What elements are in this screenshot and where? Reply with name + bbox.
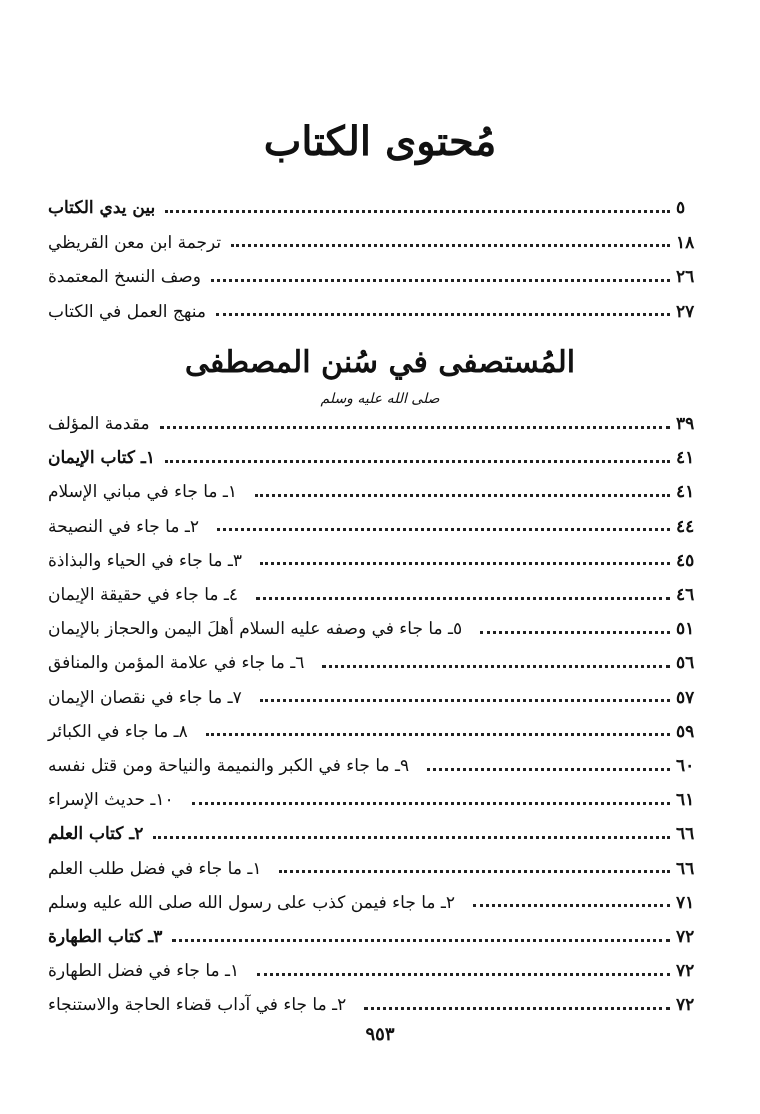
toc-entry [42,785,710,815]
toc-entry-label: ٨ـ ما جاء في الكبائر [48,721,188,742]
dot-leader [165,460,670,463]
toc-entry-page: ٢٧ [676,301,695,322]
dot-leader [260,562,670,565]
toc-entry-page: ٥ [676,198,686,218]
toc-entry [42,193,710,223]
dot-leader [231,244,670,247]
dot-leader [427,768,670,771]
toc-entry-page: ٧٢ [676,927,695,947]
dot-leader [255,494,670,497]
toc-entry-page: ٤١ [676,482,695,503]
toc-entry-page: ٦١ [676,790,695,811]
toc-entry-label: ٣ـ ما جاء في الحياء والبذاذة [48,550,242,571]
toc-entry-page: ٧٢ [676,961,695,982]
dot-leader [172,939,670,942]
toc-entry-label: ١ـ ما جاء في فضل الطهارة [48,961,240,982]
toc-entry-label: ٥ـ ما جاء في وصفه عليه السلام أهلَ اليمن والحجاز بالإيمان [48,619,463,640]
dot-leader [322,665,670,668]
toc-entry-page: ٤١ [676,448,695,469]
toc-entry-label: ٢ـ ما جاء في النصيحة [48,516,199,537]
toc-entry [42,888,710,918]
toc-entry [42,262,710,292]
toc-entry-label: ١ـ ما جاء في فضل طلب العلم [48,858,262,879]
page-number: ٩٥٣ [365,1024,395,1045]
toc-entry [42,477,710,507]
toc-entry-page: ٣٩ [676,414,695,434]
dot-leader [165,210,670,213]
toc-entry-label: ٧ـ ما جاء في نقصان الإيمان [48,687,242,708]
toc-entry-page: ٢٦ [676,267,695,287]
toc-entry [42,512,710,542]
toc-entry-label: ٢ـ ما جاء فيمن كذب على رسول الله صلى الله عليه وسلم [48,892,456,913]
toc-entry [42,854,710,884]
toc-entry-page: ٥٩ [676,721,695,742]
toc-entry [42,228,710,258]
dot-leader [480,631,670,634]
toc-entry-label: ١٠ـ حديث الإسراء [48,790,174,811]
dot-leader [206,733,670,736]
toc-entry-label: بين يدي الكتاب [48,198,156,218]
toc-entry-page: ٥٦ [676,653,695,674]
toc-entry [42,819,710,849]
toc-entry [42,648,710,678]
toc-entry-label: مقدمة المؤلف [48,414,150,434]
toc-entry-page: ٥٧ [676,687,695,708]
toc-entry [42,546,710,576]
toc-entry [42,990,710,1020]
toc-entry-label: وصف النسخ المعتمدة [48,267,201,287]
dot-leader [216,313,670,316]
toc-entry-page: ٤٦ [676,585,695,605]
toc-entry [42,751,710,781]
dot-leader [257,973,670,976]
toc-entry-label: منهج العمل في الكتاب [48,301,206,322]
toc-entry-page: ٧٢ [676,995,695,1016]
dot-leader [211,279,670,282]
toc-entry [42,956,710,986]
toc-entry-label: ٦ـ ما جاء في علامة المؤمن والمنافق [48,653,305,674]
toc-entry-page: ٧١ [676,892,695,913]
toc-entry-label: ترجمة ابن معن القريظي [48,232,222,253]
toc-entry-label: ٩ـ ما جاء في الكبر والنميمة والنياحة ومن قتل نفسه [48,756,410,776]
toc-entry-page: ٦٠ [676,756,695,776]
toc-entry-page: ١٨ [676,232,695,253]
toc-entry [42,443,710,473]
toc-entry-page: ٦٦ [676,858,695,879]
toc-entry [42,409,710,439]
dot-leader [256,597,670,600]
dot-leader [364,1007,670,1010]
toc-entry-label: ٤ـ ما جاء في حقيقة الإيمان [48,585,238,605]
dot-leader [153,836,670,839]
toc-entry-page: ٥١ [676,619,695,640]
toc-entry-label: ٢ـ كتاب العلم [48,824,144,845]
dot-leader [260,699,670,702]
toc-entry [42,580,710,610]
dot-leader [217,528,670,531]
toc-entry [42,683,710,713]
page-title: مُحتوى الكتاب [263,118,497,165]
toc-entry-label: ١ـ ما جاء في مباني الإسلام [48,482,238,503]
toc-entry-page: ٦٦ [676,824,695,845]
toc-entry [42,922,710,952]
dot-leader [192,802,670,805]
toc-entry-label: ٢ـ ما جاء في آداب قضاء الحاجة والاستنجاء [48,995,347,1016]
toc-entry-label: ٣ـ كتاب الطهارة [48,927,163,947]
toc-entry [42,297,710,327]
toc-entry-page: ٤٥ [676,550,695,571]
dot-leader [473,904,670,907]
toc-entry-page: ٤٤ [676,516,695,537]
dot-leader [160,426,670,429]
book-title-honorific: صلى الله عليه وسلم [320,391,440,407]
book-title: المُستصفى في سُنن المصطفى [184,345,576,380]
toc-entry [42,717,710,747]
toc-entry [42,614,710,644]
dot-leader [279,870,670,873]
toc-entry-label: ١ـ كتاب الإيمان [48,448,156,469]
